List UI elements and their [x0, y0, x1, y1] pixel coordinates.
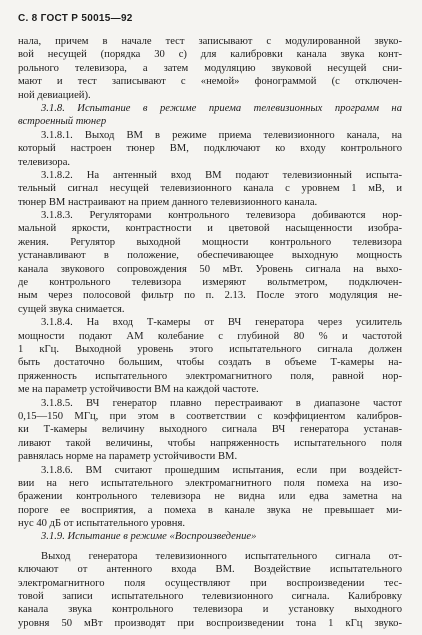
text-line: быть достаточно большим, чтобы создать в объеме Т-камеры на-: [18, 357, 402, 369]
text-line: ки Т-камеры величину выходного сигнала ВЧ генератора устанав-: [18, 424, 402, 436]
text-line: бражении контрольного телевизора не видна или едва заметна на: [18, 491, 402, 503]
text-line: канала звука контрольного телевизора и установку выходного: [18, 604, 402, 616]
text-line: телевизора.: [18, 156, 71, 168]
text-line: товой записи испытательного телевизионного сигнала. Калибровку: [18, 591, 402, 603]
text-line: мальной яркости, контрастности и цветовой насыщенности изобра-: [18, 223, 402, 235]
text-line: ключают от антенного входа ВМ. Воздействие испытательного: [18, 564, 402, 576]
text-line: электромагнитного поля осуществляют при воспроизведении тес-: [18, 577, 402, 589]
text-line: тюнер ВМ настраивают на прием данного телевизионного канала.: [18, 196, 318, 208]
text-line: 3.1.8.3. Регуляторами контрольного телевизора добиваются нор-: [41, 210, 402, 222]
text-line: пороге ее восприятия, а помеха в канале звука не превышает ми-: [18, 504, 402, 516]
text-line: ным через полосовой фильтр по п. 2.13. После этого модуляция не-: [18, 290, 402, 302]
text-line: ме на параметр устойчивости ВМ на каждой частоте.: [18, 384, 259, 396]
text-line: который настроен тюнер ВМ, подключают ко входу контрольного: [18, 143, 402, 155]
text-line: ливают такой величины, чтобы напряженность испытательного поля: [18, 437, 402, 449]
text-line: уровня 50 мВт производят при воспроизведении тона 1 кГц звуко-: [18, 617, 402, 629]
text-line: жения. Регулятор выходной мощности контрольного телевизора: [18, 236, 402, 248]
document-body: [18, 35, 402, 630]
text-line: равнялась норме на параметр устойчивости ВМ.: [18, 451, 238, 463]
text-line: 3.1.8.2. На антенный вход ВМ подают телевизионный испыта-: [41, 169, 402, 181]
text-line: мощности подают АМ колебание с глубиной 80 % и частотой: [18, 330, 402, 342]
text-line: 3.1.8.6. ВМ считают прошедшим испытания, если при воздейст-: [41, 464, 402, 476]
text-line: 1 кГц. Выходной уровень этого испытательного сигнала должен: [18, 343, 402, 355]
text-line: 0,15—150 МГц, при этом в соответствии с коэффициентом калибров-: [18, 410, 402, 422]
section-heading-line: 3.1.8. Испытание в режиме приема телевизионных программ на: [41, 102, 402, 114]
section-heading-line: 3.1.9. Испытание в режиме «Воспроизведение»: [41, 531, 257, 543]
text-line: Выход генератора телевизионного испытательного сигнала от-: [41, 550, 402, 562]
text-line: 3.1.8.5. ВЧ генератор плавно перестраивают в диапазоне частот: [41, 397, 402, 409]
text-line: тельный сигнал несущей телевизионного канала с уровнем 1 мВ, и: [18, 183, 402, 195]
section-heading-line: встроенный тюнер: [18, 116, 107, 128]
text-line: ной девиацией).: [18, 89, 91, 101]
text-line: мают и тест записывают с «немой» фонограммой (с отключен-: [18, 76, 402, 88]
text-line: рольного телевизора, а затем модуляцию звуковой несущей сни-: [18, 62, 402, 74]
text-line: де контрольного телевизора измеряют вольтметром, подключен-: [18, 277, 402, 289]
text-line: пряженность испытательного электромагнитного поля, равной нор-: [18, 370, 402, 382]
text-line: 3.1.8.1. Выход ВМ в режиме приема телевизионного канала, на: [41, 129, 402, 141]
text-line: вии на него испытательного электромагнитного поля помеха на изо-: [18, 477, 402, 489]
page-header: С. 8 ГОСТ Р 50015—92: [18, 13, 133, 24]
text-line: канала звукового сопровождения 50 мВт. Уровень сигнала на выхо-: [18, 263, 402, 275]
text-line: нус 40 дБ от испытательного уровня.: [18, 518, 185, 530]
text-line: 3.1.8.4. На вход Т-камеры от ВЧ генератора через усилитель: [41, 317, 402, 329]
text-line: нала, причем в начале тест записывают с модулированной звуко-: [18, 36, 402, 47]
text-line: вой несущей (порядка 30 с) для калибровки канала звука конт-: [18, 49, 402, 61]
text-line: устанавливают в положение, обеспечивающее выходную мощность: [18, 250, 402, 262]
text-line: сущей звука снимается.: [18, 303, 125, 315]
